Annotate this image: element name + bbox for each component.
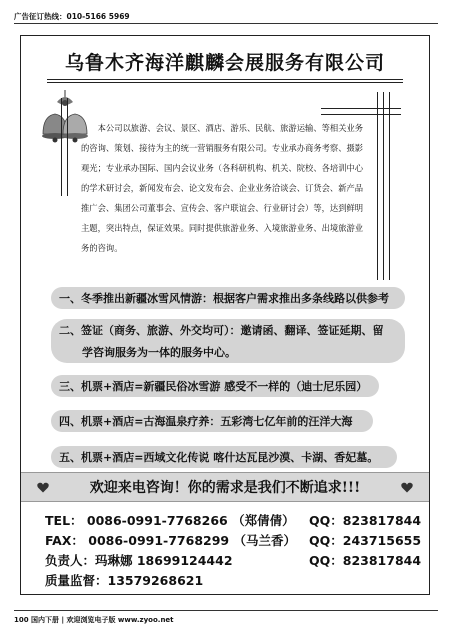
page-footer: 100 国内下册 | 欢迎浏览电子版 www.zyoo.net <box>14 616 174 624</box>
service-text: 五、机票+酒店=西域文化传说 喀什达瓦昆沙漠、卡湖、香妃墓。 <box>59 451 379 464</box>
intro-paragraph <box>81 118 401 258</box>
contact-row-tel <box>45 511 425 531</box>
heart-icon <box>37 482 49 493</box>
title-rule-bottom <box>47 82 403 83</box>
company-title: 乌鲁木齐海洋麒麟会展服务有限公司 <box>64 52 385 74</box>
contact-qq: QQ：243715655 <box>309 533 422 548</box>
welcome-slogan: 欢迎来电咨询！你的需求是我们不断追求!!! <box>89 480 361 496</box>
welcome-band <box>21 472 429 502</box>
decor-line-left-v1 <box>61 98 62 196</box>
contact-tel: TEL： 0086-0991-7768266 （郑倩倩） <box>45 513 295 528</box>
ad-frame <box>20 35 430 595</box>
decor-line-h2 <box>321 114 401 115</box>
contact-fax: FAX： 0086-0991-7768299 （马兰香） <box>45 533 296 548</box>
hotline-text: 广告征订热线：010-5166 5969 <box>14 12 130 21</box>
contact-block <box>45 511 425 591</box>
title-rule-top <box>47 79 403 80</box>
contact-qq: QQ：823817844 <box>309 553 422 568</box>
contact-row-manager <box>45 551 425 571</box>
contact-row-supervision <box>45 571 425 591</box>
service-text-cont: 学咨询服务为一体的服务中心。 <box>82 346 236 359</box>
service-item-hotspring <box>51 410 373 432</box>
intro-line: 推广会、集团公司董事会、宣传会、客户联谊会、行业研讨会）等，达到鲜明 <box>81 203 364 213</box>
contact-qq: QQ：823817844 <box>309 513 422 528</box>
intro-line: 的学术研讨会，新闻发布会、论文发布会、企业业务洽谈会、订货会、新产品 <box>81 183 364 193</box>
decor-line-h1 <box>321 108 401 109</box>
intro-line: 主题，突出特点，保证效果。同时提供旅游业务、入境旅游业务、出境旅游业 <box>81 223 364 233</box>
service-item-folk <box>51 375 379 397</box>
service-item-visa <box>51 319 405 363</box>
service-text: 二、签证（商务、旅游、外交均可）：邀请函、翻译、签证延期、留 <box>59 324 384 337</box>
heart-icon <box>401 482 413 493</box>
decor-line-left-v2 <box>67 98 68 196</box>
contact-manager: 负责人：玛琳娜 18699124442 <box>45 553 233 568</box>
footer-rule <box>14 610 438 611</box>
service-text: 三、机票+酒店=新疆民俗冰雪游 感受不一样的（迪士尼乐园） <box>59 380 368 393</box>
contact-row-fax <box>45 531 425 551</box>
intro-line: 本公司以旅游、会议、景区、酒店、游乐、民航、旅游运输、等相关业务 <box>97 123 364 133</box>
intro-line: 务的咨询。 <box>81 243 123 253</box>
contact-supervision: 质量监督：13579268621 <box>45 573 204 588</box>
intro-line: 观光；专业承办国际、国内会议业务（各科研机构、机关、院校、各培训中心 <box>81 163 364 173</box>
service-text: 一、冬季推出新疆冰雪风情游：根据客户需求推出多条线路以供参考 <box>59 292 389 305</box>
service-text: 四、机票+酒店=古海温泉疗养：五彩湾七亿年前的汪洋大海 <box>59 415 353 428</box>
service-item-western <box>51 446 397 468</box>
intro-line: 的咨询、策划、接待为主的统一营销服务有限公司。专业承办商务考察、摄影 <box>81 143 364 153</box>
service-item-winter <box>51 287 405 309</box>
top-rule <box>14 23 438 24</box>
